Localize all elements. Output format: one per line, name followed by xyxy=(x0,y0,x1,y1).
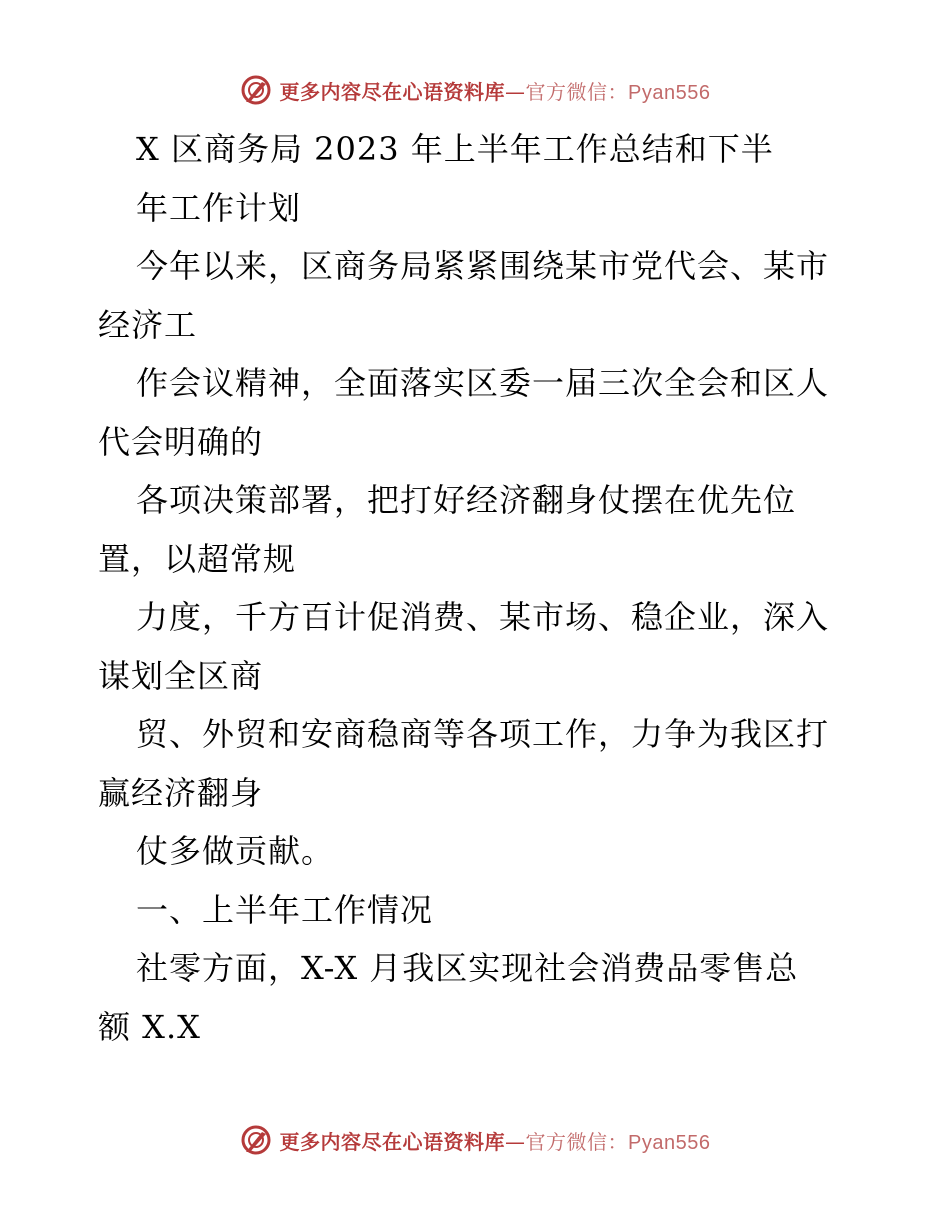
quill-logo-icon xyxy=(240,1124,272,1156)
doc-line: 谋划全区商 xyxy=(98,656,264,695)
doc-line: 一、上半年工作情况 xyxy=(136,890,434,929)
doc-line: X 区商务局 2023 年上半年工作总结和下半 xyxy=(136,130,774,168)
banner-wechat-id: Pyan556 xyxy=(628,1131,711,1154)
doc-line: 赢经济翻身 xyxy=(98,773,264,812)
doc-line: 作会议精神，全面落实区委一届三次全会和区人 xyxy=(136,364,830,402)
doc-line: 代会明确的 xyxy=(98,422,264,461)
banner-wechat-label: 官方微信： xyxy=(525,1129,629,1154)
doc-line: 额 X.X xyxy=(98,1007,201,1046)
header-banner xyxy=(0,70,950,110)
doc-line: 社零方面，X-X 月我区实现社会消费品零售总 xyxy=(136,949,799,987)
doc-line: 年工作计划 xyxy=(136,188,302,227)
doc-line: 各项决策部署，把打好经济翻身仗摆在优先位 xyxy=(136,481,797,519)
doc-line: 力度，千方百计促消费、某市场、稳企业，深入 xyxy=(136,598,830,636)
banner-main-text: 更多内容尽在心语资料库 xyxy=(279,1129,506,1154)
doc-line: 贸、外贸和安商稳商等各项工作，力争为我区打 xyxy=(136,715,830,753)
banner-separator: — xyxy=(505,79,526,104)
quill-logo-icon xyxy=(240,74,272,106)
doc-line: 今年以来，区商务局紧紧围绕某市党代会、某市 xyxy=(136,247,830,285)
document-body xyxy=(98,120,858,1056)
footer-banner xyxy=(0,1120,950,1160)
banner-separator: — xyxy=(505,1129,526,1154)
banner-wechat-label: 官方微信： xyxy=(525,79,629,104)
banner-wechat-id: Pyan556 xyxy=(628,81,711,104)
doc-line: 置，以超常规 xyxy=(98,539,297,578)
banner-main-text: 更多内容尽在心语资料库 xyxy=(279,79,506,104)
doc-line: 经济工 xyxy=(98,305,198,344)
doc-line: 仗多做贡献。 xyxy=(136,832,335,870)
